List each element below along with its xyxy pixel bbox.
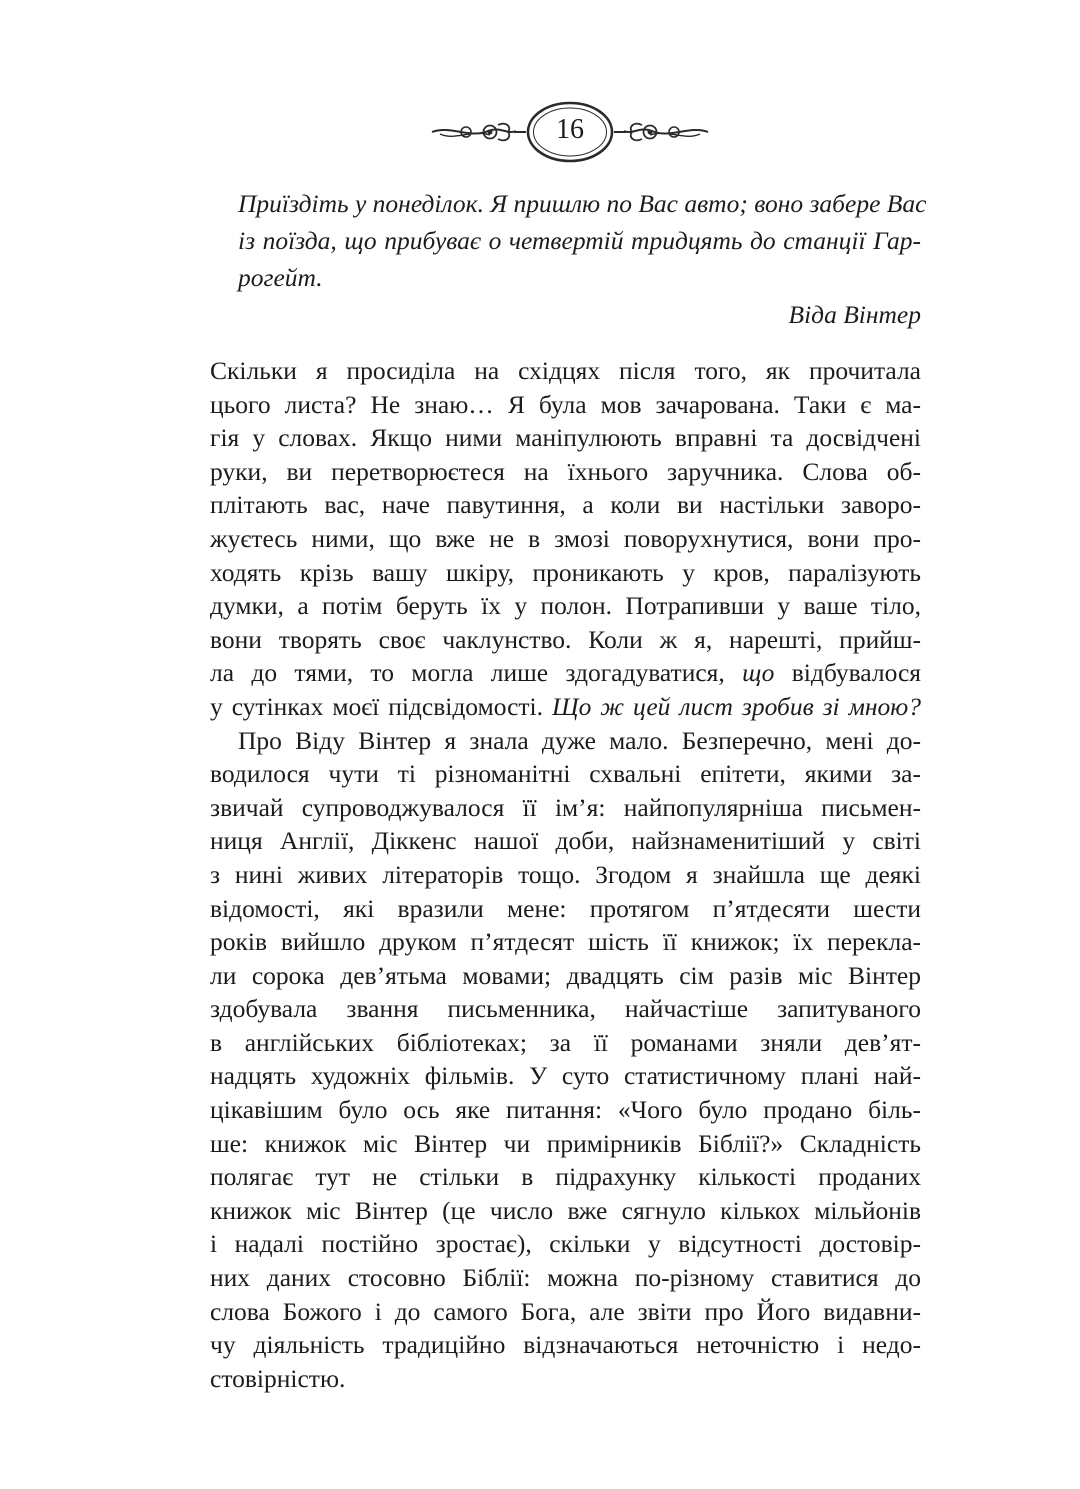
text-line: водилося чути ті різноманітні схвальні епітети, якими за- <box>210 759 921 789</box>
letter-line: рогейт. <box>238 263 323 292</box>
page-number: 16 <box>556 114 584 145</box>
text-line: вони творять своє чаклунство. Коли ж я, нарешті, прийш- <box>210 624 921 654</box>
text-line <box>210 690 921 724</box>
text-line: них даних стосовно Біблії: можна по-різному ставитися до <box>210 1263 921 1293</box>
paragraph-1 <box>210 354 921 724</box>
paragraph-2-body <box>210 757 921 1395</box>
text-line: років вийшло друком п’ятдесят шість її книжок; їх перекла- <box>210 927 921 957</box>
text-segment: ла до тями, то могла лише здогадуватися, <box>210 658 725 688</box>
text-line: стовірністю. <box>210 1363 346 1393</box>
letter-signature: Віда Вінтер <box>788 300 921 329</box>
letter-excerpt <box>238 185 927 333</box>
text-line: гія у словах. Якщо ними маніпулюють вправні та досвідчені <box>210 423 921 453</box>
italic-segment: Що ж цей лист зробив зі мною? <box>551 691 921 721</box>
text-line: в англійських бібліотеках; за її романами зняли дев’ят- <box>210 1027 921 1057</box>
text-line: надцять художніх фільмів. У суто статистичному плані най- <box>210 1061 921 1091</box>
body-text <box>210 354 921 1395</box>
text-line: і надалі постійно зростає), скільки у відсутності достовір- <box>210 1229 921 1259</box>
letter-line: із поїзда, що прибуває о четвертій тридцять до станції Гар- <box>238 226 921 255</box>
paragraph-2 <box>210 724 921 758</box>
text-segment: у сутінках моєї підсвідомості. <box>210 691 544 721</box>
text-line: ходять крізь вашу шкіру, проникають у кров, паралізують <box>210 557 921 587</box>
text-line: думки, а потім беруть їх у полон. Потрапивши у ваше тіло, <box>210 591 921 621</box>
italic-segment: що <box>742 658 775 688</box>
text-line: цього листа? Не знаю… Я була мов зачарована. Таки є ма- <box>210 389 921 419</box>
text-line: ли сорока дев’ятьма мовами; двадцять сім разів міс Вінтер <box>210 960 921 990</box>
text-line: руки, ви перетворюєтеся на їхнього заручника. Слова об- <box>210 456 921 486</box>
text-line: відомості, які вразили мене: протягом п’ятдесяти шести <box>210 893 921 923</box>
text-line: цікавішим було ось яке питання: «Чого було продано біль- <box>210 1095 921 1125</box>
text-line: здобувала звання письменника, найчастіше запитуваного <box>210 994 921 1024</box>
text-line: жуєтесь ними, що вже не в змозі поворухнутися, вони про- <box>210 523 921 553</box>
text-line: Про Віду Вінтер я знала дуже мало. Безперечно, мені до- <box>238 725 921 755</box>
text-line: з нині живих літераторів тощо. Згодом я знайшла ще деякі <box>210 859 921 889</box>
text-line: книжок міс Вінтер (це число вже сягнуло кількох мільйонів <box>210 1195 921 1225</box>
text-line: звичай супроводжувалося її ім’я: найпопулярніша письмен- <box>210 792 921 822</box>
text-line: Скільки я просиділа на східцях після того, як прочитала <box>210 356 921 385</box>
text-line: чу діяльність традиційно відзначаються неточністю і недо- <box>210 1330 921 1360</box>
page-header <box>430 95 710 170</box>
text-line: полягає тут не стільки в підрахунку кількості проданих <box>210 1162 921 1192</box>
text-line: ше: книжок міс Вінтер чи примірників Біблії?» Складність <box>210 1128 921 1158</box>
letter-line: Приїздіть у понеділок. Я пришлю по Вас авто; воно забере Вас <box>238 189 927 218</box>
text-line: слова Божого і до самого Бога, але звіти про Його видавни- <box>210 1296 921 1326</box>
text-segment: відбувалося <box>791 658 922 688</box>
text-line: плітають вас, наче павутиння, а коли ви настільки заворо- <box>210 490 921 520</box>
text-line <box>210 656 921 690</box>
text-line: ниця Англії, Діккенс нашої доби, найзнаменитіший у світі <box>210 826 921 856</box>
